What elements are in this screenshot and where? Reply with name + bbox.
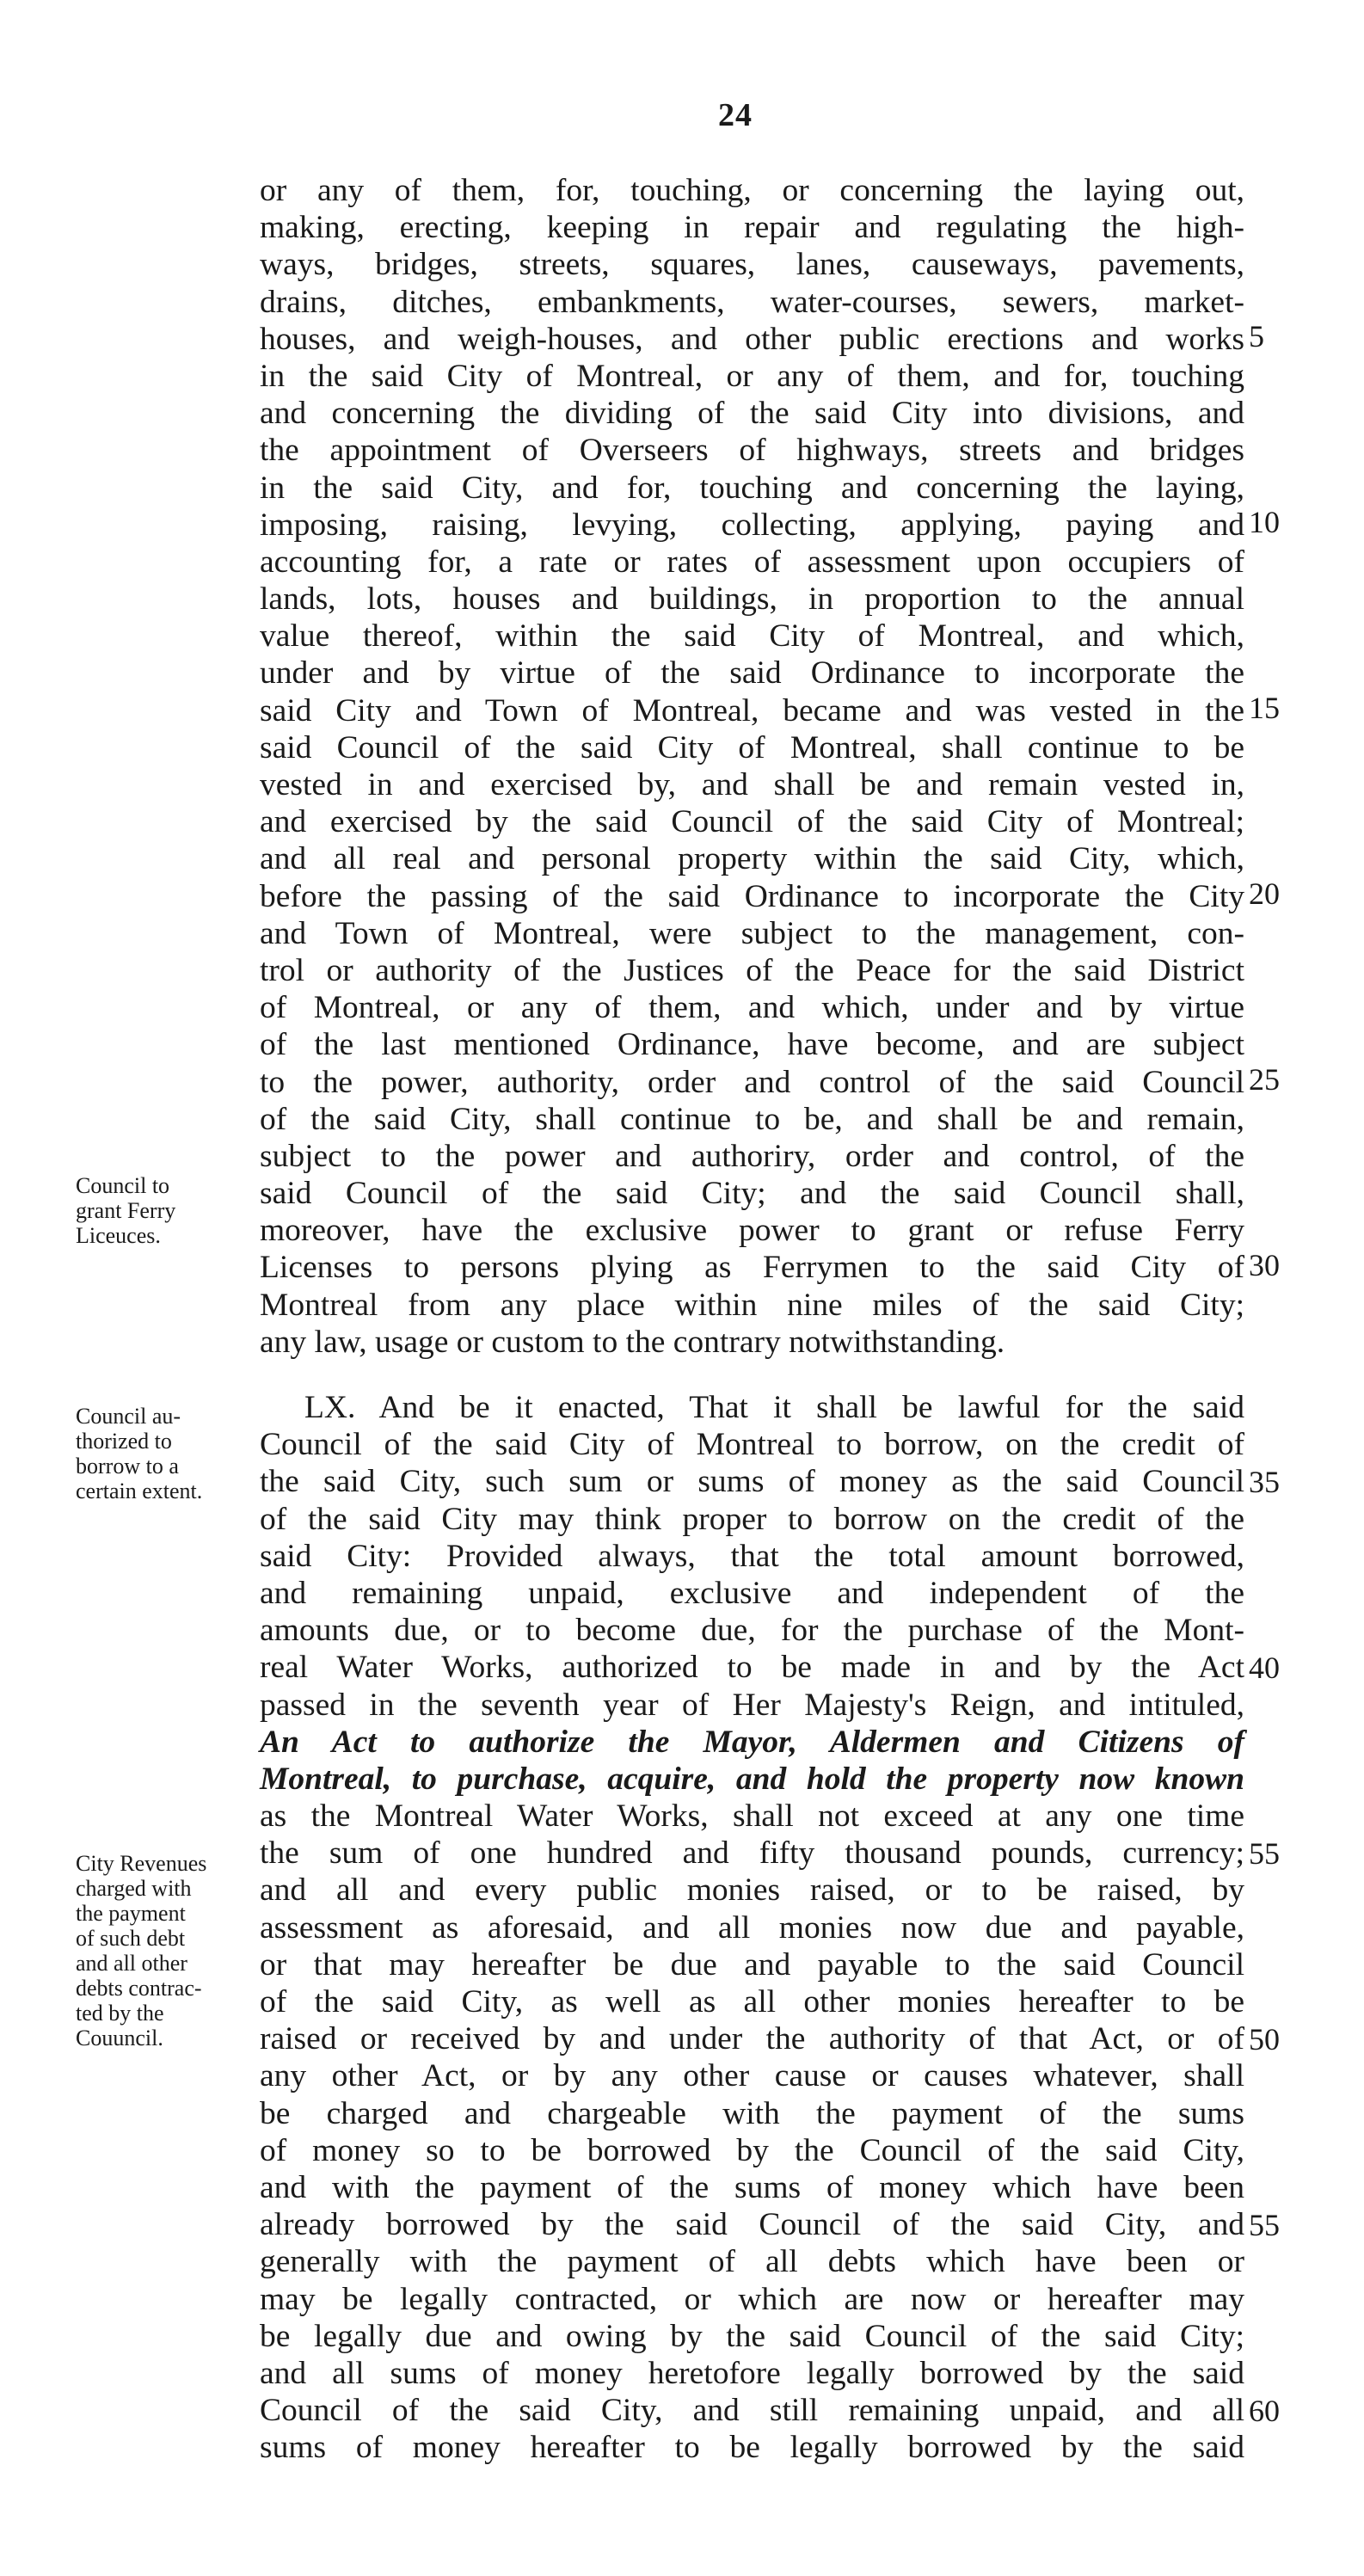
line-number: 30 [1249, 1248, 1280, 1282]
text-line: be charged and chargeable with the payment of the sums [260, 2095, 1244, 2131]
text-line: trol or authority of the Justices of the Peace for the said District [260, 952, 1244, 988]
text-line: the appointment of Overseers of highways, streets and bridges [260, 433, 1244, 469]
margin-note-revenues [76, 1851, 248, 2050]
margin-note-line: ted by the [76, 2001, 164, 2026]
line-number: 40 [1249, 1651, 1280, 1685]
margin-note-line: and all other [76, 1951, 187, 1976]
text-line: said Council of the said City of Montreal, shall continue to be [260, 729, 1244, 765]
text-line: any other Act, or by any other cause or causes whatever, shall [260, 2058, 1244, 2094]
line-number: 15 [1249, 691, 1280, 725]
text-line: drains, ditches, embankments, water-courses, sewers, market- [260, 284, 1244, 320]
margin-note-line: the payment [76, 1901, 186, 1926]
text-line: houses, and weigh-houses, and other public erections and works [260, 321, 1244, 357]
text-line: of the said City, as well as all other monies hereafter to be [260, 1984, 1244, 2020]
margin-note-line: Council au- [76, 1404, 181, 1429]
text-line: in the said City of Montreal, or any of them, and for, touching [260, 358, 1244, 394]
text-line: ways, bridges, streets, squares, lanes, causeways, pavements, [260, 247, 1244, 283]
margin-note-line: borrow to a [76, 1454, 179, 1479]
text-line: vested in and exercised by, and shall be and remain vested in, [260, 767, 1244, 802]
page-number: 24 [718, 97, 753, 133]
text-line: value thereof, within the said City of Montreal, and which, [260, 618, 1244, 655]
margin-note-line: City Revenues [76, 1851, 207, 1876]
text-line: and all sums of money heretofore legally borrowed by the said [260, 2355, 1244, 2391]
line-number: 60 [1249, 2394, 1280, 2428]
margin-note-line: of such debt [76, 1926, 186, 1951]
text-line: said City and Town of Montreal, became and was vested in the [260, 692, 1244, 729]
text-line: making, erecting, keeping in repair and regulating the high- [260, 210, 1244, 246]
margin-note-line: debts contrac- [76, 1976, 202, 2001]
text-line: real Water Works, authorized to be made in and by the Act [260, 1650, 1244, 1686]
text-line: and Town of Montreal, were subject to the management, con- [260, 915, 1244, 951]
text-line: and all and every public monies raised, or to be raised, by [260, 1872, 1244, 1909]
text-line: may be legally contracted, or which are now or hereafter may [260, 2281, 1244, 2317]
text-line: Council of the said City, and still remaining unpaid, and all [260, 2393, 1244, 2429]
text-line: and with the payment of the sums of money which have been [260, 2169, 1244, 2205]
text-line: Licenses to persons plying as Ferrymen to the said City of [260, 1250, 1244, 1286]
text-line: said City: Provided always, that the total amount borrowed, [260, 1538, 1244, 1574]
text-line: as the Montreal Water Works, shall not exceed at any one time [260, 1798, 1244, 1835]
text-line: the sum of one hundred and fifty thousand pounds, currency; [260, 1835, 1244, 1872]
text-line: assessment as aforesaid, and all monies now due and payable, [260, 1909, 1244, 1946]
margin-note-line: thorized to [76, 1429, 172, 1454]
text-line: imposing, raising, levying, collecting, applying, paying and [260, 507, 1244, 543]
text-line: any law, usage or custom to the contrary notwithstanding. [260, 1324, 1005, 1360]
text-line: and exercised by the said Council of the said City of Montreal; [260, 804, 1244, 840]
text-line: before the passing of the said Ordinance to incorporate the City [260, 878, 1244, 914]
text-line: already borrowed by the said Council of the said City, and [260, 2207, 1244, 2243]
line-number: 5 [1249, 319, 1264, 354]
text-line: in the said City, and for, touching and concerning the laying, [260, 470, 1244, 506]
text-line: subject to the power and authoriry, order and control, of the [260, 1138, 1244, 1174]
text-line: sums of money hereafter to be legally borrowed by the said [260, 2430, 1244, 2466]
text-line: to the power, authority, order and control of the said Council [260, 1064, 1244, 1100]
margin-note-ferry-licences [76, 1173, 248, 1248]
line-number: 50 [1249, 2022, 1280, 2056]
line-number: 25 [1249, 1062, 1280, 1097]
text-line: passed in the seventh year of Her Majesty's Reign, and intituled, [260, 1687, 1244, 1723]
text-line: of the last mentioned Ordinance, have become, and are subject [260, 1027, 1244, 1063]
text-line: under and by virtue of the said Ordinance to incorporate the [260, 655, 1244, 692]
text-line: LX. And be it enacted, That it shall be lawful for the said [304, 1390, 1244, 1425]
margin-note-line: charged with [76, 1876, 192, 1901]
body-paragraph-1 [260, 172, 1244, 1361]
text-line: and remaining unpaid, exclusive and independent of the [260, 1575, 1244, 1611]
text-line: be legally due and owing by the said Council of the said City; [260, 2318, 1244, 2354]
text-line: the said City, such sum or sums of money as the said Council [260, 1464, 1244, 1500]
line-number: 35 [1249, 1465, 1280, 1499]
text-line: or any of them, for, touching, or concerning the laying out, [260, 173, 1244, 208]
margin-note-line: Couuncil. [76, 2026, 163, 2050]
text-line: and concerning the dividing of the said City into divisions, and [260, 396, 1244, 432]
text-line: accounting for, a rate or rates of assessment upon occupiers of [260, 544, 1244, 580]
margin-note-borrowing [76, 1404, 248, 1503]
text-line: of Montreal, or any of them, and which, under and by virtue [260, 990, 1244, 1026]
text-line-italic: Montreal, to purchase, acquire, and hold the property now known [260, 1761, 1244, 1797]
margin-note-line: Council to [76, 1173, 170, 1198]
margin-note-line: Liceuces. [76, 1223, 161, 1248]
text-line: generally with the payment of all debts which have been or [260, 2244, 1244, 2280]
text-line-italic: An Act to authorize the Mayor, Aldermen and Citizens of [260, 1724, 1244, 1760]
text-line: Montreal from any place within nine miles of the said City; [260, 1287, 1244, 1323]
line-number: 55 [1249, 2208, 1280, 2242]
text-line: or that may hereafter be due and payable to the said Council [260, 1946, 1244, 1983]
body-paragraph-2 [260, 1389, 1244, 2466]
text-line: of money so to be borrowed by the Council of the said City, [260, 2132, 1244, 2168]
line-number: 20 [1249, 876, 1280, 911]
margin-note-line: certain extent. [76, 1479, 203, 1503]
text-line: said Council of the said City; and the said Council shall, [260, 1176, 1244, 1212]
text-line: Council of the said City of Montreal to borrow, on the credit of [260, 1427, 1244, 1463]
line-number: 55 [1249, 1836, 1280, 1871]
text-line: of the said City, shall continue to be, and shall be and remain, [260, 1101, 1244, 1137]
text-line: and all real and personal property within the said City, which, [260, 841, 1244, 877]
text-line: raised or received by and under the authority of that Act, or of [260, 2021, 1244, 2057]
line-number: 10 [1249, 505, 1280, 539]
text-line: moreover, have the exclusive power to grant or refuse Ferry [260, 1213, 1244, 1249]
text-line: amounts due, or to become due, for the purchase of the Mont- [260, 1613, 1244, 1649]
text-line: of the said City may think proper to borrow on the credit of the [260, 1501, 1244, 1537]
text-line: lands, lots, houses and buildings, in proportion to the annual [260, 581, 1244, 618]
margin-note-line: grant Ferry [76, 1198, 176, 1223]
